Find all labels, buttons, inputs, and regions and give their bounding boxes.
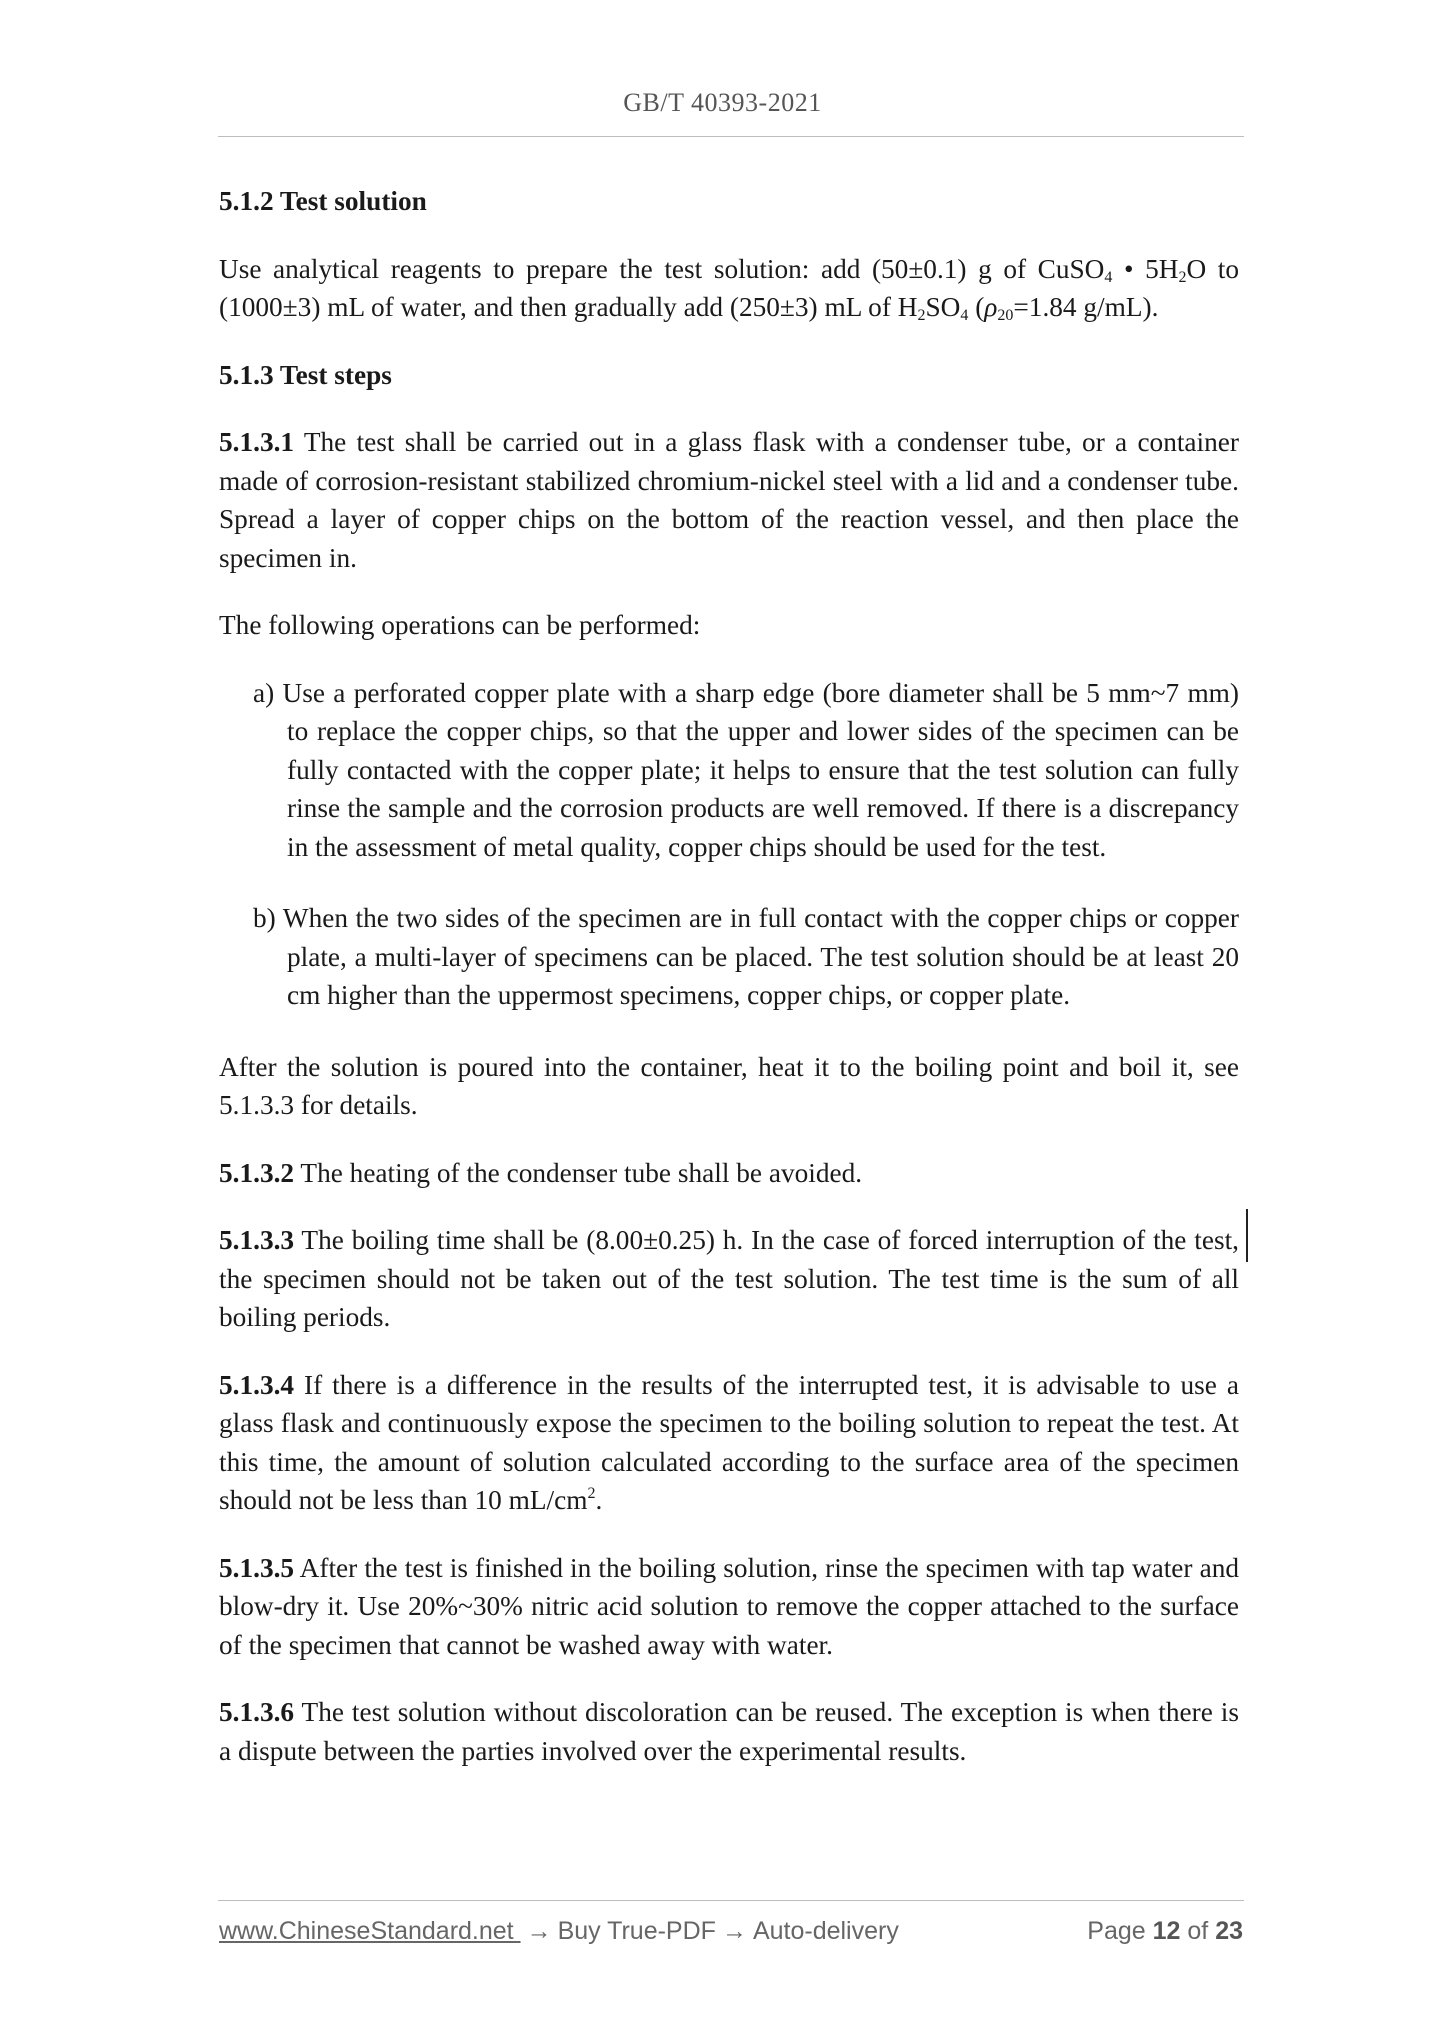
clause-text: After the test is finished in the boiling solution, rinse the specimen with tap water and blow-dry it. Use 20%~30% nitric acid solution to remove the copper attached to the surface of the specimen that cannot be washed away with water. xyxy=(219,1552,1239,1660)
arrow-right-icon: → xyxy=(721,1917,747,1945)
page-current: 12 xyxy=(1152,1917,1181,1945)
section-title-5-1-3: 5.1.3 Test steps xyxy=(219,359,392,390)
page-label: Page xyxy=(1087,1917,1146,1945)
page-content xyxy=(219,182,1239,1799)
clause-text: If there is a difference in the results of the interrupted test, it is advisable to use a glass flask and continuously expose the specimen to the boiling solution to repeat the test. At this time, the amount of solution calculated according to the surface area of the specimen should not be less than 10 $mL/cm^2$. xyxy=(219,1369,1239,1515)
operations-intro: The following operations can be performed: xyxy=(219,610,701,640)
footer-divider xyxy=(218,1900,1244,1901)
clause-number: 5.1.3.2 xyxy=(219,1157,295,1188)
page-footer xyxy=(219,1917,1243,1957)
header-divider xyxy=(218,136,1244,137)
footer-links xyxy=(219,1917,899,1946)
test-solution-paragraph: Use analytical reagents to prepare the test solution: add (50±0.1) g of CuSO$_4$ • $5H_2O$ to (1000±3) mL of water, and then gradually add (250±3) mL of $H_2SO_4$ ($\rho_{20}=1.84$ g/mL). xyxy=(219,253,1239,324)
clause-text: The boiling time shall be (8.00±0.25) h. In the case of forced interruption of the test, the specimen should not be taken out of the test solution. The test time is the sum of all boiling periods. xyxy=(219,1225,1239,1332)
arrow-right-icon: → xyxy=(526,1917,552,1945)
clause-5-1-3-5 xyxy=(219,1549,1239,1665)
clause-text: The heating of the condenser tube shall be avoided. xyxy=(294,1157,863,1188)
header-document-id: GB/T 40393-2021 xyxy=(623,88,822,117)
page-total: 23 xyxy=(1215,1917,1243,1945)
clause-number: 5.1.3.3 xyxy=(219,1225,295,1255)
clause-5-1-3-1 xyxy=(219,423,1239,577)
page-of-label: of xyxy=(1187,1917,1209,1945)
clause-number: 5.1.3.5 xyxy=(219,1552,295,1583)
clause-5-1-3-4 xyxy=(219,1366,1239,1520)
clause-number: 5.1.3.6 xyxy=(219,1697,295,1727)
revision-change-bar xyxy=(1246,1209,1248,1262)
list-item-a: a) Use a perforated copper plate with a sharp edge (bore diameter shall be 5 mm~7 mm) to replace the copper chips, so that the upper and lower sides of the specimen can be fully contacted with the copper plate; it helps to ensure that the test solution can fully rinse the sample and the corrosion products are well removed. If there is a discrepancy in the assessment of metal quality, copper chips should be used for the test. xyxy=(253,677,1239,862)
buy-true-pdf-text: Buy True-PDF xyxy=(557,1917,716,1945)
after-pour-paragraph: After the solution is poured into the container, heat it to the boiling point and boil it, see 5.1.3.3 for details. xyxy=(219,1051,1239,1120)
section-title-5-1-2: 5.1.2 Test solution xyxy=(219,186,427,216)
clause-5-1-3-3 xyxy=(219,1221,1239,1337)
chinesestandard-link[interactable]: www.ChineseStandard.net xyxy=(219,1917,521,1945)
clause-number: 5.1.3.4 xyxy=(219,1369,295,1400)
clause-5-1-3-6 xyxy=(219,1693,1239,1770)
page-number xyxy=(1087,1917,1243,1946)
clause-text: The test solution without discoloration can be reused. The exception is when there is a dispute between the parties involved over the experimental results. xyxy=(219,1697,1239,1766)
auto-delivery-text: Auto-delivery xyxy=(752,1917,899,1945)
clause-text: The test shall be carried out in a glass flask with a condenser tube, or a container made of corrosion-resistant stabilized chromium-nickel steel with a lid and a condenser tube. Spread a layer of copper chips on the bottom of the reaction vessel, and then place the specimen in. xyxy=(219,427,1239,573)
clause-5-1-3-2 xyxy=(219,1154,1239,1193)
list-item-b: b) When the two sides of the specimen are in full contact with the copper chips or copper plate, a multi-layer of specimens can be placed. The test solution should be at least 20 cm higher than the uppermost specimens, copper chips, or copper plate. xyxy=(253,903,1239,1010)
clause-number: 5.1.3.1 xyxy=(219,427,295,457)
